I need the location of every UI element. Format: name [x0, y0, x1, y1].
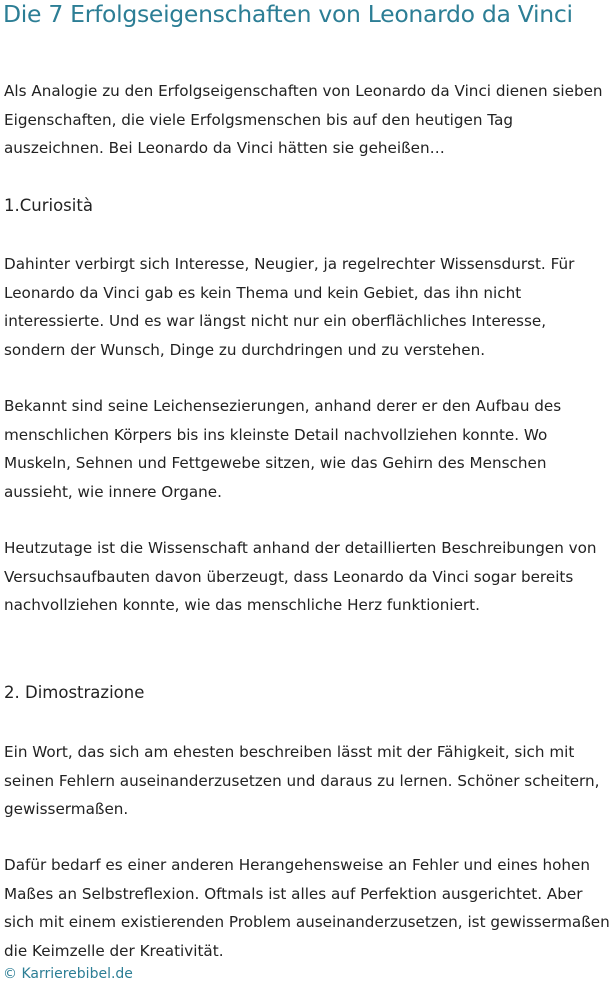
- dimostrazione-paragraph-2: Dafür bedarf es einer anderen Herangehensweise an Fehler und eines hohen Maßes an Selbstreflexion. Oftmals ist alles auf Perfektion ausgerichtet. Aber sich mit einem existierenden Problem auseinanderzusetzen, ist gewissermaßen die Keimzelle der Kreativität.: [4, 856, 610, 960]
- article-title: Die 7 Erfolgseigenschaften von Leonardo da Vinci: [3, 0, 573, 28]
- curiosita-paragraph-2: Bekannt sind seine Leichensezierungen, anhand derer er den Aufbau des menschlichen Körpers bis ins kleinste Detail nachvollziehen konnte. Wo Muskeln, Sehnen und Fettgewebe sitzen, wie das Gehirn des Menschen aussieht, wie innere Organe.: [4, 397, 562, 501]
- intro-paragraph: Als Analogie zu den Erfolgseigenschaften von Leonardo da Vinci dienen sieben Eigenschaften, die viele Erfolgsmenschen bis auf den heutigen Tag auszeichnen. Bei Leonardo da Vinci hätten sie geheißen…: [4, 82, 603, 157]
- curiosita-paragraph-3: Heutzutage ist die Wissenschaft anhand der detaillierten Beschreibungen von Versuchsaufbauten davon überzeugt, dass Leonardo da Vinci sogar bereits nachvollziehen konnte, wie das menschliche Herz funktioniert.: [4, 539, 597, 614]
- section-heading-dimostrazione: 2. Dimostrazione: [4, 683, 145, 702]
- copyright-credit: © Karrierebibel.de: [3, 966, 133, 982]
- curiosita-paragraph-1: Dahinter verbirgt sich Interesse, Neugier, ja regelrechter Wissensdurst. Für Leonardo da Vinci gab es kein Thema und kein Gebiet, das ihn nicht interessierte. Und es war längst nicht nur ein oberflächliches Interesse, sondern der Wunsch, Dinge zu durchdringen und zu verstehen.: [4, 255, 575, 359]
- section-heading-curiosita: 1.Curiosità: [4, 196, 93, 215]
- dimostrazione-paragraph-1: Ein Wort, das sich am ehesten beschreiben lässt mit der Fähigkeit, sich mit seinen Fehlern auseinanderzusetzen und daraus zu lernen. Schöner scheitern, gewissermaßen.: [4, 743, 600, 818]
